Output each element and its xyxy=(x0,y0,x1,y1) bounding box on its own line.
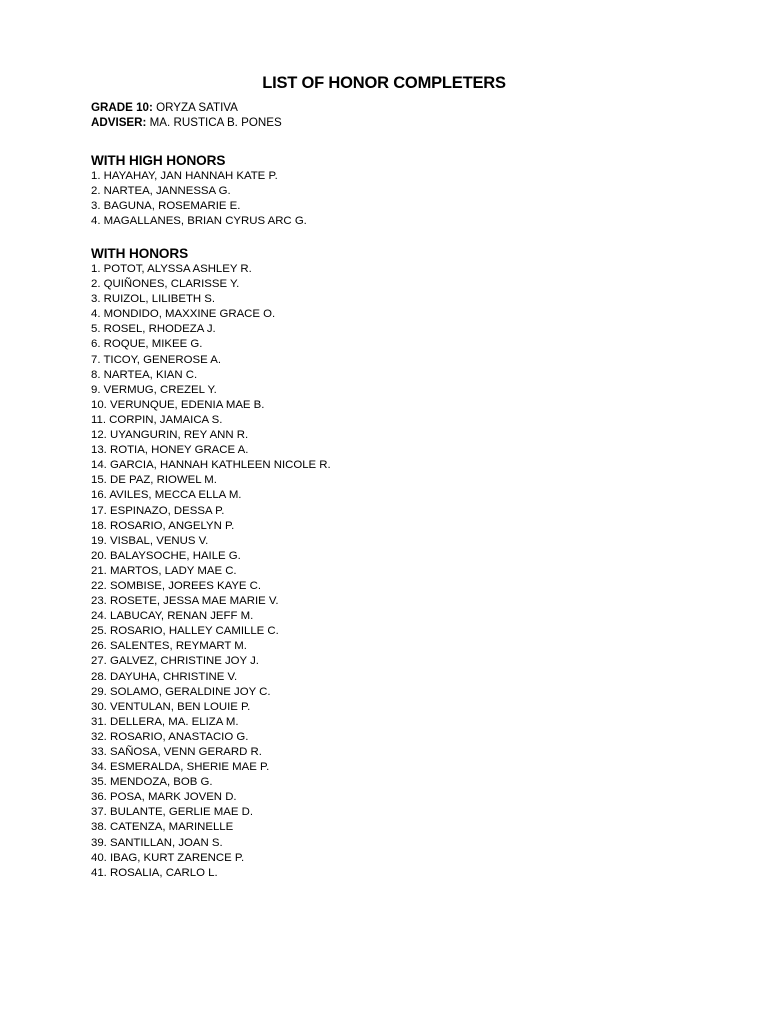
list-item: 17. ESPINAZO, DESSA P. xyxy=(91,504,225,517)
list-item: 38. CATENZA, MARINELLE xyxy=(91,821,234,834)
honors-list xyxy=(91,262,331,881)
list-item: 40. IBAG, KURT ZARENCE P. xyxy=(91,851,245,864)
list-item: 5. ROSEL, RHODEZA J. xyxy=(91,323,216,336)
list-item: 35. MENDOZA, BOB G. xyxy=(91,776,213,789)
list-item: 16. AVILES, MECCA ELLA M. xyxy=(91,489,242,502)
list-item: 36. POSA, MARK JOVEN D. xyxy=(91,791,237,804)
grade-label: GRADE 10: xyxy=(91,101,153,114)
list-item: 13. ROTIA, HONEY GRACE A. xyxy=(91,444,249,457)
list-item: 19. VISBAL, VENUS V. xyxy=(91,534,209,547)
grade-value: ORYZA SATIVA xyxy=(156,101,238,114)
list-item: 18. ROSARIO, ANGELYN P. xyxy=(91,519,235,532)
list-item: 27. GALVEZ, CHRISTINE JOY J. xyxy=(91,655,259,668)
list-item: 9. VERMUG, CREZEL Y. xyxy=(91,383,217,396)
list-item: 23. ROSETE, JESSA MAE MARIE V. xyxy=(91,595,279,608)
list-item: 39. SANTILLAN, JOAN S. xyxy=(91,836,223,849)
grade-line xyxy=(91,100,282,115)
list-item: 8. NARTEA, KIAN C. xyxy=(91,368,198,381)
list-item: 26. SALENTES, REYMART M. xyxy=(91,640,247,653)
list-item: 12. UYANGURIN, REY ANN R. xyxy=(91,429,249,442)
list-item: 10. VERUNQUE, EDENIA MAE B. xyxy=(91,398,265,411)
list-item: 24. LABUCAY, RENAN JEFF M. xyxy=(91,610,254,623)
list-item: 15. DE PAZ, RIOWEL M. xyxy=(91,474,217,487)
adviser-value: MA. RUSTICA B. PONES xyxy=(149,116,282,129)
list-item: 33. SAÑOSA, VENN GERARD R. xyxy=(91,746,262,758)
list-item: 2. QUIÑONES, CLARISSE Y. xyxy=(91,278,240,291)
list-item: 7. TICOY, GENEROSE A. xyxy=(91,353,221,366)
adviser-label: ADVISER: xyxy=(91,116,147,129)
high-honors-heading: WITH HIGH HONORS xyxy=(91,153,226,168)
list-item: 32. ROSARIO, ANASTACIO G. xyxy=(91,730,249,743)
honors-section xyxy=(91,246,331,881)
list-item: 25. ROSARIO, HALLEY CAMILLE C. xyxy=(91,625,279,638)
list-item: 21. MARTOS, LADY MAE C. xyxy=(91,564,237,577)
list-item: 29. SOLAMO, GERALDINE JOY C. xyxy=(91,685,271,698)
list-item: 34. ESMERALDA, SHERIE MAE P. xyxy=(91,761,270,774)
list-item: 2. NARTEA, JANNESSA G. xyxy=(91,185,231,198)
list-item: 3. RUIZOL, LILIBETH S. xyxy=(91,293,216,306)
list-item: 20. BALAYSOCHE, HAILE G. xyxy=(91,549,241,562)
adviser-line xyxy=(91,115,282,130)
list-item: 3. BAGUNA, ROSEMARIE E. xyxy=(91,200,241,213)
list-item: 30. VENTULAN, BEN LOUIE P. xyxy=(91,700,251,713)
list-item: 6. ROQUE, MIKEE G. xyxy=(91,338,203,351)
class-info xyxy=(91,100,282,130)
high-honors-list xyxy=(91,169,307,229)
list-item: 41. ROSALIA, CARLO L. xyxy=(91,866,218,879)
list-item: 11. CORPIN, JAMAICA S. xyxy=(91,413,223,426)
list-item: 4. MAGALLANES, BRIAN CYRUS ARC G. xyxy=(91,215,307,228)
list-item: 28. DAYUHA, CHRISTINE V. xyxy=(91,670,238,683)
honors-heading: WITH HONORS xyxy=(91,246,189,261)
list-item: 1. HAYAHAY, JAN HANNAH KATE P. xyxy=(91,170,278,182)
list-item: 4. MONDIDO, MAXXINE GRACE O. xyxy=(91,308,276,321)
list-item: 37. BULANTE, GERLIE MAE D. xyxy=(91,806,254,819)
document-title: LIST OF HONOR COMPLETERS xyxy=(262,74,506,92)
list-item: 31. DELLERA, MA. ELIZA M. xyxy=(91,715,239,728)
list-item: 22. SOMBISE, JOREES KAYE C. xyxy=(91,579,262,592)
list-item: 14. GARCIA, HANNAH KATHLEEN NICOLE R. xyxy=(91,459,331,472)
high-honors-section xyxy=(91,153,307,229)
list-item: 1. POTOT, ALYSSA ASHLEY R. xyxy=(91,263,252,275)
